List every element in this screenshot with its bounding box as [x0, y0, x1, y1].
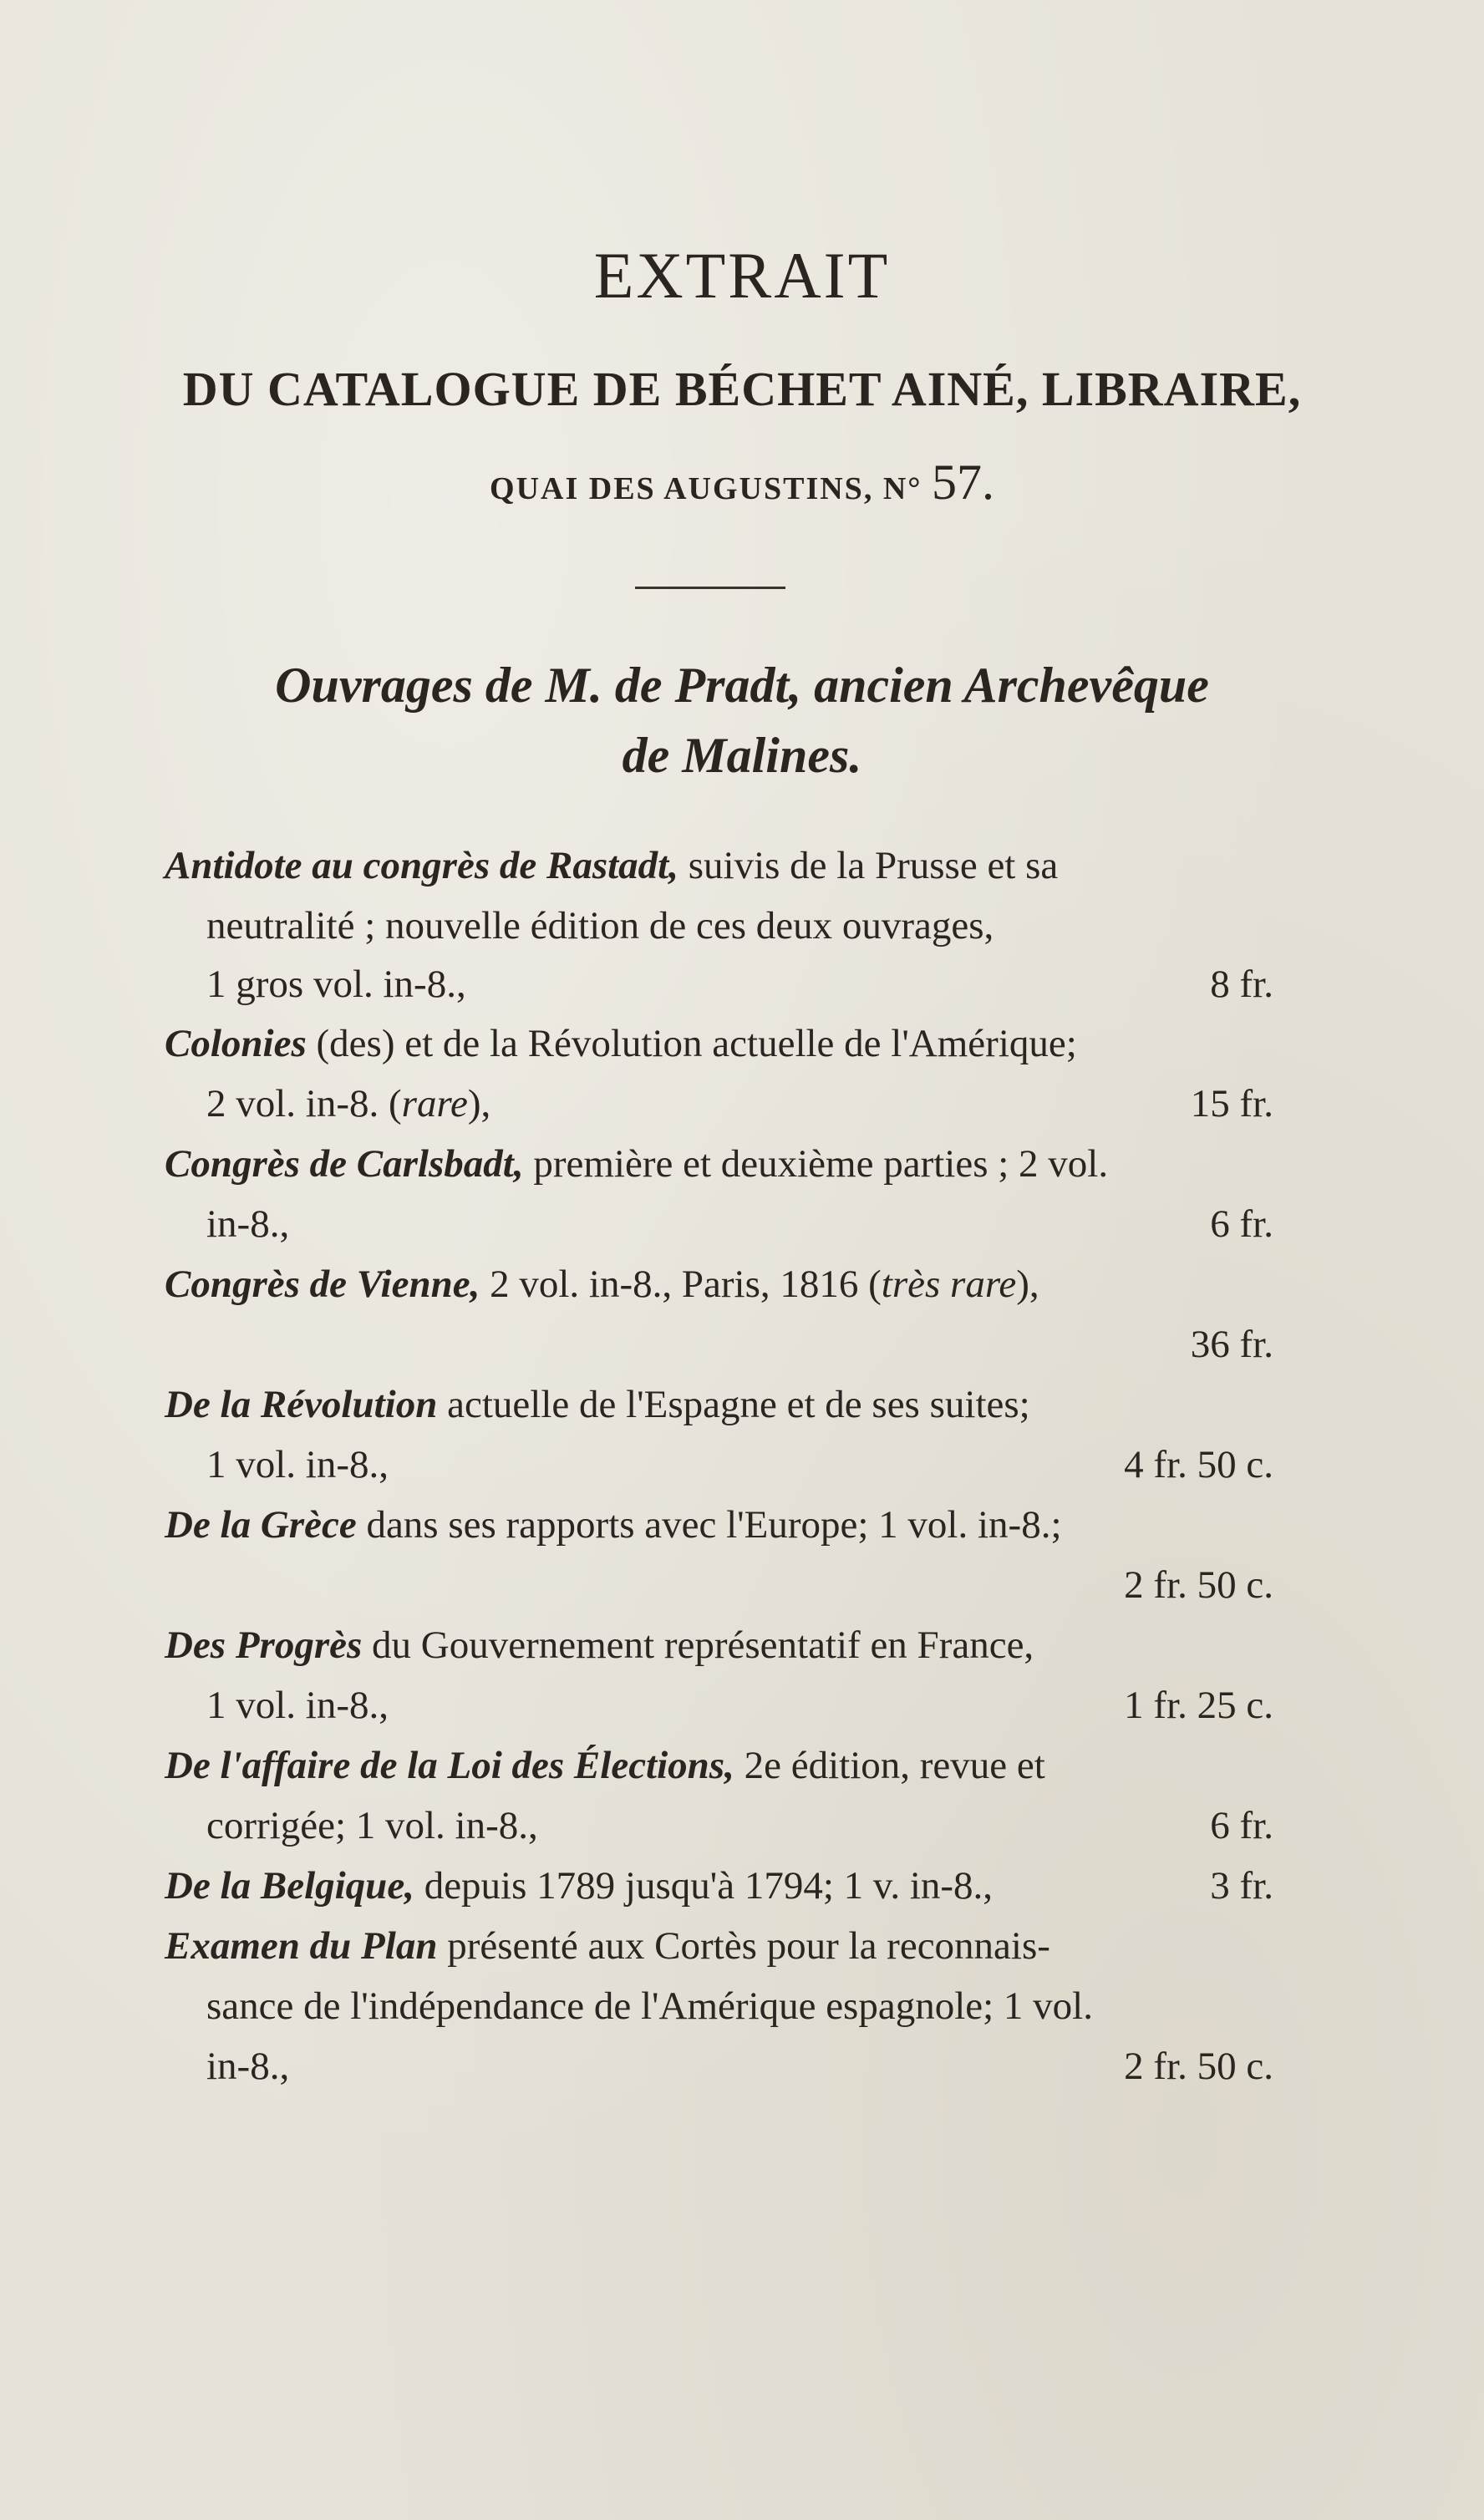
entry-text: 2e édition, revue et: [744, 1744, 1045, 1787]
entry-title: Des Progrès: [165, 1623, 363, 1667]
entry-text: 1 vol. in-8.,: [206, 1443, 389, 1486]
entry-price: 15 fr.: [1190, 1082, 1273, 1125]
entry-title: Congrès de Carlsbadt,: [165, 1142, 524, 1186]
entry-text: 2 vol. in-8. (: [206, 1082, 402, 1125]
catalogue-entry: [165, 1746, 1045, 1786]
bookseller-address: [0, 454, 1484, 511]
catalogue-entry: [165, 1864, 994, 1908]
entry-text: 1 gros vol. in-8.,: [206, 963, 466, 1006]
entry-note: rare: [401, 1082, 468, 1125]
page-title: EXTRAIT: [593, 239, 891, 312]
catalogue-entry: [165, 1385, 1030, 1425]
entry-title: Colonies: [165, 1022, 307, 1065]
section-heading: Ouvrages de M. de Pradt, ancien Archevêque: [275, 658, 1209, 713]
entry-title: De la Belgique,: [165, 1864, 414, 1908]
catalogue-entry: [165, 1024, 1077, 1064]
entry-title: De la Grèce: [165, 1503, 357, 1547]
entry-text: 1 vol. in-8.,: [206, 1684, 389, 1727]
entry-text: depuis 1789 jusqu'à 1794; 1 v. in-8.,: [424, 1864, 994, 1908]
address-number: 57.: [931, 455, 994, 510]
entry-text: in-8.,: [206, 2045, 290, 2088]
entry-price: 3 fr.: [1210, 1864, 1273, 1908]
catalogue-entry: [165, 1924, 1050, 1968]
entry-text: corrigée; 1 vol. in-8.,: [206, 1804, 538, 1847]
entry-text: ),: [467, 1082, 491, 1125]
entry-text: 2 vol. in-8., Paris, 1816 (: [490, 1263, 882, 1306]
entry-text-line: [206, 1082, 491, 1125]
entry-text: ),: [1016, 1263, 1039, 1306]
entry-title: De l'affaire de la Loi des Élections,: [165, 1744, 734, 1787]
entry-text: in-8.,: [206, 1202, 290, 1246]
catalogue-entry: [165, 1623, 1034, 1667]
entry-title: Antidote au congrès de Rastadt,: [165, 844, 678, 887]
entry-text: sance de l'indépendance de l'Amérique espagnole; 1 vol.: [206, 1984, 1093, 2028]
catalogue-entry: [165, 1142, 1109, 1186]
page-subtitle: DU CATALOGUE DE BÉCHET AINÉ, LIBRAIRE,: [182, 362, 1302, 416]
section-heading-cont: de Malines.: [622, 728, 862, 783]
entry-price: 1 fr. 25 c.: [1124, 1684, 1273, 1727]
entry-note: très rare: [881, 1263, 1017, 1306]
entry-price: 2 fr. 50 c.: [1124, 2045, 1273, 2088]
entry-price: 6 fr.: [1210, 1202, 1273, 1246]
entry-title: Examen du Plan: [165, 1924, 438, 1968]
entry-text: (des) et de la Révolution actuelle de l'Amérique;: [316, 1022, 1077, 1065]
catalogue-entry: [165, 1265, 1039, 1304]
entry-text: présenté aux Cortès pour la reconnais-: [447, 1924, 1050, 1968]
address-text: QUAI DES AUGUSTINS, N°: [490, 471, 922, 506]
entry-text: neutralité ; nouvelle édition de ces deux ouvrages,: [206, 904, 994, 948]
entry-title: De la Révolution: [165, 1383, 438, 1426]
entry-text: suivis de la Prusse et sa: [688, 844, 1059, 887]
entry-price: 8 fr.: [1210, 963, 1273, 1006]
entry-text: dans ses rapports avec l'Europe; 1 vol. in-8.;: [366, 1503, 1062, 1547]
entry-price: 4 fr. 50 c.: [1124, 1443, 1273, 1486]
catalogue-entry: [165, 1503, 1062, 1547]
entry-title: Congrès de Vienne,: [165, 1263, 480, 1306]
entry-text: actuelle de l'Espagne et de ses suites;: [447, 1383, 1030, 1426]
divider-rule: [635, 587, 785, 589]
entry-text: du Gouvernement représentatif en France,: [372, 1623, 1034, 1667]
entry-price: 36 fr.: [1190, 1323, 1273, 1366]
catalogue-entry: [165, 846, 1058, 886]
entry-text: première et deuxième parties ; 2 vol.: [533, 1142, 1109, 1186]
entry-price: 6 fr.: [1210, 1804, 1273, 1847]
entry-price: 2 fr. 50 c.: [1124, 1563, 1273, 1607]
